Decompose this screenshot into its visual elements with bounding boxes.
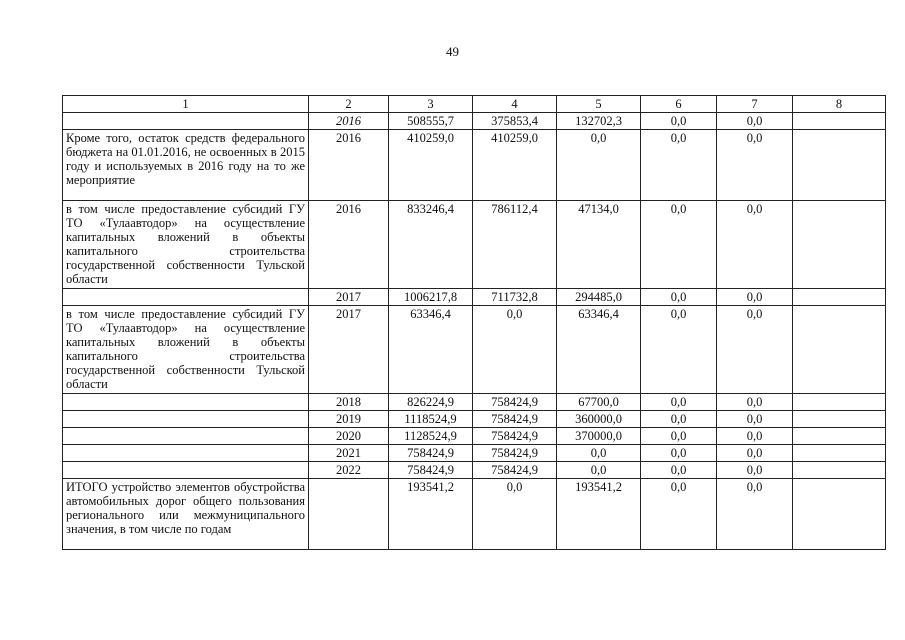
regional-cell: 63346,4 bbox=[557, 306, 641, 394]
year-cell bbox=[309, 479, 389, 550]
federal-cell: 410259,0 bbox=[473, 130, 557, 201]
notes-cell bbox=[793, 394, 886, 411]
total-cell: 1118524,9 bbox=[389, 411, 473, 428]
year-cell: 2019 bbox=[309, 411, 389, 428]
year-cell: 2016 bbox=[309, 130, 389, 201]
municipal-cell: 0,0 bbox=[641, 479, 717, 550]
notes-cell bbox=[793, 462, 886, 479]
page-number: 49 bbox=[446, 44, 459, 59]
description-cell bbox=[63, 411, 309, 428]
year-cell: 2017 bbox=[309, 289, 389, 306]
table-row bbox=[63, 201, 886, 289]
municipal-cell: 0,0 bbox=[641, 130, 717, 201]
table-row bbox=[63, 428, 886, 445]
total-cell: 1006217,8 bbox=[389, 289, 473, 306]
table-header-row bbox=[63, 96, 886, 113]
header-cell: 2 bbox=[309, 96, 389, 113]
description-cell: в том числе предоставление субсидий ГУ ТО «Тулаавтодор» на осуществление капитальных вложений в объекты капитального строительства государственной собственности Тульской области bbox=[63, 201, 309, 289]
description-cell bbox=[63, 289, 309, 306]
header-cell: 4 bbox=[473, 96, 557, 113]
header-cell: 1 bbox=[63, 96, 309, 113]
total-cell: 63346,4 bbox=[389, 306, 473, 394]
description-cell bbox=[63, 428, 309, 445]
regional-cell: 0,0 bbox=[557, 462, 641, 479]
notes-cell bbox=[793, 130, 886, 201]
regional-cell: 360000,0 bbox=[557, 411, 641, 428]
total-cell: 826224,9 bbox=[389, 394, 473, 411]
other-cell: 0,0 bbox=[717, 113, 793, 130]
other-cell: 0,0 bbox=[717, 462, 793, 479]
total-cell: 758424,9 bbox=[389, 445, 473, 462]
table-row bbox=[63, 445, 886, 462]
other-cell: 0,0 bbox=[717, 479, 793, 550]
table-row bbox=[63, 462, 886, 479]
federal-cell: 758424,9 bbox=[473, 394, 557, 411]
description-cell bbox=[63, 445, 309, 462]
other-cell: 0,0 bbox=[717, 306, 793, 394]
municipal-cell: 0,0 bbox=[641, 394, 717, 411]
regional-cell: 370000,0 bbox=[557, 428, 641, 445]
total-cell: 833246,4 bbox=[389, 201, 473, 289]
regional-cell: 132702,3 bbox=[557, 113, 641, 130]
header-cell: 5 bbox=[557, 96, 641, 113]
other-cell: 0,0 bbox=[717, 130, 793, 201]
notes-cell bbox=[793, 289, 886, 306]
municipal-cell: 0,0 bbox=[641, 306, 717, 394]
year-cell: 2021 bbox=[309, 445, 389, 462]
other-cell: 0,0 bbox=[717, 445, 793, 462]
total-cell: 758424,9 bbox=[389, 462, 473, 479]
year-cell: 2022 bbox=[309, 462, 389, 479]
notes-cell bbox=[793, 428, 886, 445]
header-cell: 8 bbox=[793, 96, 886, 113]
description-cell: в том числе предоставление субсидий ГУ ТО «Тулаавтодор» на осуществление капитальных вложений в объекты капитального строительства государственной собственности Тульской области bbox=[63, 306, 309, 394]
regional-cell: 0,0 bbox=[557, 445, 641, 462]
description-cell: ИТОГО устройство элементов обустройства автомобильных дорог общего пользования регионального или межмуниципального значения, в том числе по годам bbox=[63, 479, 309, 550]
federal-cell: 758424,9 bbox=[473, 462, 557, 479]
federal-cell: 758424,9 bbox=[473, 445, 557, 462]
other-cell: 0,0 bbox=[717, 289, 793, 306]
year-cell: 2020 bbox=[309, 428, 389, 445]
federal-cell: 758424,9 bbox=[473, 411, 557, 428]
municipal-cell: 0,0 bbox=[641, 428, 717, 445]
other-cell: 0,0 bbox=[717, 428, 793, 445]
regional-cell: 0,0 bbox=[557, 130, 641, 201]
description-cell bbox=[63, 394, 309, 411]
other-cell: 0,0 bbox=[717, 411, 793, 428]
total-cell: 410259,0 bbox=[389, 130, 473, 201]
table-row bbox=[63, 130, 886, 201]
description-cell: Кроме того, остаток средств федерального бюджета на 01.01.2016, не освоенных в 2015 году и используемых в 2016 году на то же мероприятие bbox=[63, 130, 309, 201]
header-cell: 7 bbox=[717, 96, 793, 113]
year-cell: 2016 bbox=[309, 201, 389, 289]
other-cell: 0,0 bbox=[717, 201, 793, 289]
table-row bbox=[63, 394, 886, 411]
year-cell: 2016 bbox=[309, 113, 389, 130]
municipal-cell: 0,0 bbox=[641, 113, 717, 130]
table-row bbox=[63, 113, 886, 130]
municipal-cell: 0,0 bbox=[641, 445, 717, 462]
notes-cell bbox=[793, 411, 886, 428]
table-row bbox=[63, 411, 886, 428]
year-cell: 2017 bbox=[309, 306, 389, 394]
notes-cell bbox=[793, 306, 886, 394]
regional-cell: 193541,2 bbox=[557, 479, 641, 550]
table-row bbox=[63, 479, 886, 550]
notes-cell bbox=[793, 113, 886, 130]
year-cell: 2018 bbox=[309, 394, 389, 411]
regional-cell: 47134,0 bbox=[557, 201, 641, 289]
header-cell: 3 bbox=[389, 96, 473, 113]
federal-cell: 711732,8 bbox=[473, 289, 557, 306]
description-cell bbox=[63, 113, 309, 130]
total-cell: 1128524,9 bbox=[389, 428, 473, 445]
federal-cell: 0,0 bbox=[473, 479, 557, 550]
municipal-cell: 0,0 bbox=[641, 462, 717, 479]
budget-table bbox=[62, 95, 886, 550]
total-cell: 508555,7 bbox=[389, 113, 473, 130]
federal-cell: 758424,9 bbox=[473, 428, 557, 445]
federal-cell: 0,0 bbox=[473, 306, 557, 394]
notes-cell bbox=[793, 479, 886, 550]
total-cell: 193541,2 bbox=[389, 479, 473, 550]
description-cell bbox=[63, 462, 309, 479]
federal-cell: 375853,4 bbox=[473, 113, 557, 130]
table-row bbox=[63, 289, 886, 306]
municipal-cell: 0,0 bbox=[641, 411, 717, 428]
table-row bbox=[63, 306, 886, 394]
other-cell: 0,0 bbox=[717, 394, 793, 411]
municipal-cell: 0,0 bbox=[641, 289, 717, 306]
regional-cell: 294485,0 bbox=[557, 289, 641, 306]
header-cell: 6 bbox=[641, 96, 717, 113]
notes-cell bbox=[793, 445, 886, 462]
regional-cell: 67700,0 bbox=[557, 394, 641, 411]
federal-cell: 786112,4 bbox=[473, 201, 557, 289]
notes-cell bbox=[793, 201, 886, 289]
municipal-cell: 0,0 bbox=[641, 201, 717, 289]
